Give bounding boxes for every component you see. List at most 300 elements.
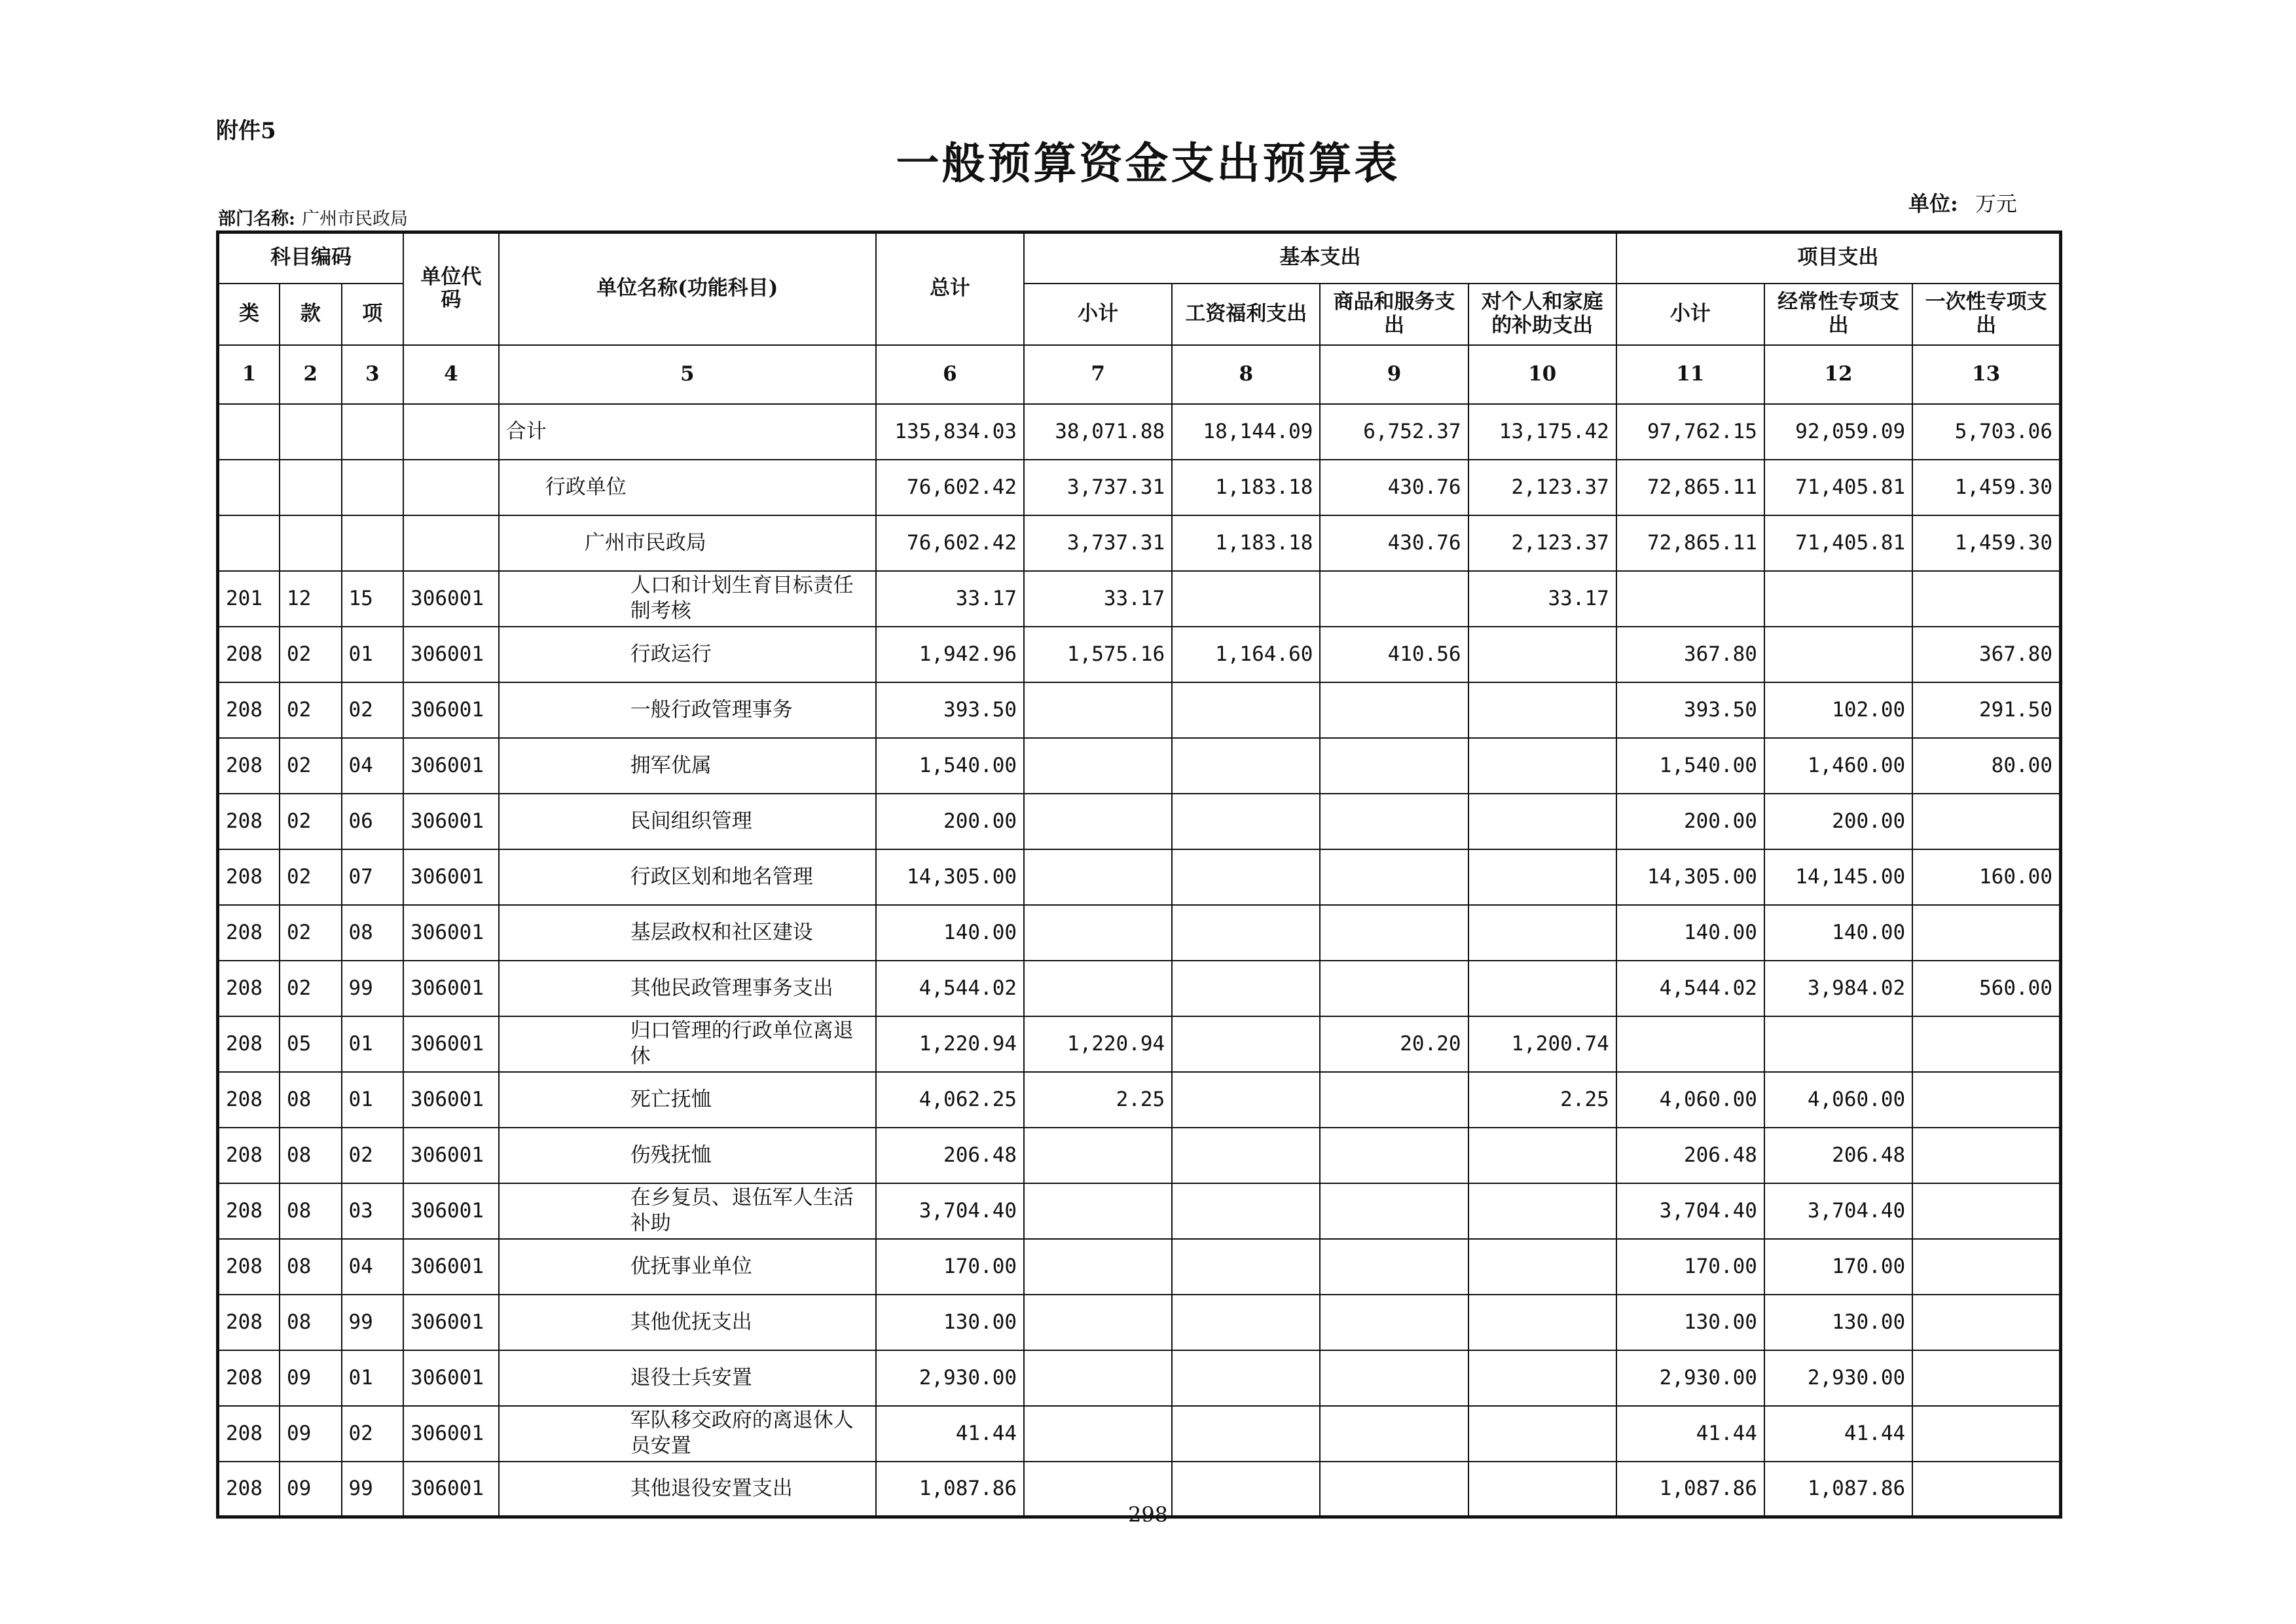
row-unit-code: 306001 xyxy=(403,1072,499,1128)
row-personal-subsidy: 13,175.42 xyxy=(1468,404,1616,460)
row-subclass-code xyxy=(280,404,342,460)
row-unit-code: 306001 xyxy=(403,1406,499,1462)
row-goods-services: 410.56 xyxy=(1320,627,1468,682)
row-onetime: 80.00 xyxy=(1912,738,2060,794)
row-salary xyxy=(1172,1406,1320,1462)
row-recurring: 140.00 xyxy=(1764,905,1912,961)
row-total: 1,540.00 xyxy=(876,738,1024,794)
row-goods-services xyxy=(1320,1239,1468,1295)
row-item-code: 99 xyxy=(342,1295,404,1350)
row-basic-subtotal xyxy=(1024,961,1172,1016)
table-row xyxy=(218,905,2061,961)
row-personal-subsidy xyxy=(1468,1350,1616,1406)
header-project-subtotal: 小计 xyxy=(1616,284,1764,345)
column-number: 9 xyxy=(1320,345,1468,404)
row-basic-subtotal: 38,071.88 xyxy=(1024,404,1172,460)
row-project-subtotal: 393.50 xyxy=(1616,682,1764,738)
row-unit-name: 行政运行 xyxy=(499,627,876,682)
attachment-label: 附件5 xyxy=(216,118,276,144)
row-unit-code: 306001 xyxy=(403,738,499,794)
row-project-subtotal xyxy=(1616,1016,1764,1072)
row-salary: 1,183.18 xyxy=(1172,515,1320,571)
table-row xyxy=(218,794,2061,849)
row-total: 135,834.03 xyxy=(876,404,1024,460)
row-total: 41.44 xyxy=(876,1406,1024,1462)
row-personal-subsidy xyxy=(1468,905,1616,961)
row-unit-code: 306001 xyxy=(403,961,499,1016)
row-project-subtotal: 97,762.15 xyxy=(1616,404,1764,460)
row-project-subtotal: 1,087.86 xyxy=(1616,1462,1764,1517)
row-class-code: 208 xyxy=(218,849,280,905)
row-recurring: 2,930.00 xyxy=(1764,1350,1912,1406)
budget-table-body xyxy=(218,404,2061,1517)
row-goods-services xyxy=(1320,571,1468,627)
row-goods-services xyxy=(1320,1350,1468,1406)
header-lei: 类 xyxy=(218,284,280,345)
row-class-code: 208 xyxy=(218,794,280,849)
row-subclass-code: 02 xyxy=(280,905,342,961)
row-goods-services xyxy=(1320,1072,1468,1128)
row-item-code: 07 xyxy=(342,849,404,905)
row-recurring: 92,059.09 xyxy=(1764,404,1912,460)
row-unit-name: 在乡复员、退伍军人生活补助 xyxy=(499,1183,876,1239)
column-number: 5 xyxy=(499,345,876,404)
row-onetime: 291.50 xyxy=(1912,682,2060,738)
row-onetime: 1,459.30 xyxy=(1912,460,2060,515)
row-class-code: 208 xyxy=(218,1350,280,1406)
row-total: 206.48 xyxy=(876,1128,1024,1183)
row-item-code: 08 xyxy=(342,905,404,961)
row-class-code: 208 xyxy=(218,905,280,961)
row-goods-services xyxy=(1320,738,1468,794)
row-onetime xyxy=(1912,905,2060,961)
row-subclass-code: 09 xyxy=(280,1462,342,1517)
row-salary xyxy=(1172,1128,1320,1183)
row-personal-subsidy xyxy=(1468,1295,1616,1350)
department-value: 广州市民政局 xyxy=(301,209,408,229)
column-number: 2 xyxy=(280,345,342,404)
row-total: 1,220.94 xyxy=(876,1016,1024,1072)
row-salary: 1,164.60 xyxy=(1172,627,1320,682)
row-item-code: 01 xyxy=(342,1350,404,1406)
row-project-subtotal: 14,305.00 xyxy=(1616,849,1764,905)
row-subclass-code: 02 xyxy=(280,849,342,905)
row-recurring: 71,405.81 xyxy=(1764,515,1912,571)
row-personal-subsidy xyxy=(1468,682,1616,738)
row-unit-name: 伤残抚恤 xyxy=(499,1128,876,1183)
column-number: 11 xyxy=(1616,345,1764,404)
row-unit-name: 归口管理的行政单位离退休 xyxy=(499,1016,876,1072)
row-class-code xyxy=(218,515,280,571)
row-item-code: 99 xyxy=(342,961,404,1016)
table-row xyxy=(218,1128,2061,1183)
unit-line xyxy=(1908,187,2017,217)
table-row xyxy=(218,1072,2061,1128)
row-unit-name: 行政区划和地名管理 xyxy=(499,849,876,905)
row-recurring: 130.00 xyxy=(1764,1295,1912,1350)
row-salary xyxy=(1172,1239,1320,1295)
row-basic-subtotal xyxy=(1024,905,1172,961)
row-unit-name: 基层政权和社区建设 xyxy=(499,905,876,961)
row-unit-name: 民间组织管理 xyxy=(499,794,876,849)
row-subclass-code: 08 xyxy=(280,1295,342,1350)
header-basic-subtotal: 小计 xyxy=(1024,284,1172,345)
header-recurring: 经常性专项支出 xyxy=(1764,284,1912,345)
row-project-subtotal: 170.00 xyxy=(1616,1239,1764,1295)
row-basic-subtotal: 1,575.16 xyxy=(1024,627,1172,682)
row-item-code: 03 xyxy=(342,1183,404,1239)
page-number: -298- xyxy=(1121,1502,1175,1527)
row-basic-subtotal xyxy=(1024,1128,1172,1183)
row-subclass-code: 08 xyxy=(280,1072,342,1128)
row-recurring: 41.44 xyxy=(1764,1406,1912,1462)
header-total: 总计 xyxy=(876,232,1024,345)
row-salary xyxy=(1172,1016,1320,1072)
row-item-code: 15 xyxy=(342,571,404,627)
row-item-code: 04 xyxy=(342,738,404,794)
column-number: 1 xyxy=(218,345,280,404)
row-class-code: 201 xyxy=(218,571,280,627)
row-total: 170.00 xyxy=(876,1239,1024,1295)
row-salary xyxy=(1172,961,1320,1016)
row-onetime xyxy=(1912,1016,2060,1072)
row-basic-subtotal xyxy=(1024,1406,1172,1462)
row-personal-subsidy xyxy=(1468,738,1616,794)
row-salary xyxy=(1172,1295,1320,1350)
row-total: 1,087.86 xyxy=(876,1462,1024,1517)
row-unit-code: 306001 xyxy=(403,1350,499,1406)
row-unit-code: 306001 xyxy=(403,1183,499,1239)
row-class-code: 208 xyxy=(218,961,280,1016)
row-subclass-code: 02 xyxy=(280,682,342,738)
row-unit-name: 一般行政管理事务 xyxy=(499,682,876,738)
row-class-code xyxy=(218,460,280,515)
row-class-code: 208 xyxy=(218,1016,280,1072)
row-goods-services xyxy=(1320,849,1468,905)
row-personal-subsidy xyxy=(1468,1239,1616,1295)
row-personal-subsidy xyxy=(1468,849,1616,905)
row-project-subtotal: 3,704.40 xyxy=(1616,1183,1764,1239)
table-row xyxy=(218,849,2061,905)
row-total: 393.50 xyxy=(876,682,1024,738)
row-subclass-code xyxy=(280,460,342,515)
row-salary: 18,144.09 xyxy=(1172,404,1320,460)
row-salary: 1,183.18 xyxy=(1172,460,1320,515)
row-unit-name: 行政单位 xyxy=(499,460,876,515)
table-row xyxy=(218,515,2061,571)
row-goods-services: 20.20 xyxy=(1320,1016,1468,1072)
row-subclass-code: 02 xyxy=(280,961,342,1016)
row-project-subtotal: 206.48 xyxy=(1616,1128,1764,1183)
table-row xyxy=(218,404,2061,460)
row-salary xyxy=(1172,738,1320,794)
table-row xyxy=(218,1350,2061,1406)
header-personal-subsidy: 对个人和家庭的补助支出 xyxy=(1468,284,1616,345)
header-goods-services: 商品和服务支出 xyxy=(1320,284,1468,345)
row-subclass-code: 08 xyxy=(280,1183,342,1239)
row-total: 2,930.00 xyxy=(876,1350,1024,1406)
table-row xyxy=(218,1295,2061,1350)
row-recurring: 4,060.00 xyxy=(1764,1072,1912,1128)
row-salary xyxy=(1172,1183,1320,1239)
header-row-1 xyxy=(218,232,2061,284)
row-unit-code: 306001 xyxy=(403,571,499,627)
row-item-code: 04 xyxy=(342,1239,404,1295)
column-number: 13 xyxy=(1912,345,2060,404)
row-total: 4,544.02 xyxy=(876,961,1024,1016)
row-personal-subsidy xyxy=(1468,627,1616,682)
row-unit-name: 军队移交政府的离退休人员安置 xyxy=(499,1406,876,1462)
row-unit-code: 306001 xyxy=(403,682,499,738)
row-subclass-code: 08 xyxy=(280,1239,342,1295)
row-subclass-code: 09 xyxy=(280,1350,342,1406)
row-salary xyxy=(1172,682,1320,738)
row-item-code: 01 xyxy=(342,627,404,682)
row-goods-services: 430.76 xyxy=(1320,460,1468,515)
row-basic-subtotal: 3,737.31 xyxy=(1024,515,1172,571)
row-total: 200.00 xyxy=(876,794,1024,849)
row-personal-subsidy: 1,200.74 xyxy=(1468,1016,1616,1072)
header-unit-name: 单位名称(功能科目) xyxy=(499,232,876,345)
row-unit-code xyxy=(403,515,499,571)
row-total: 3,704.40 xyxy=(876,1183,1024,1239)
row-project-subtotal: 4,544.02 xyxy=(1616,961,1764,1016)
row-item-code xyxy=(342,515,404,571)
row-project-subtotal: 1,540.00 xyxy=(1616,738,1764,794)
column-number: 12 xyxy=(1764,345,1912,404)
row-personal-subsidy: 2,123.37 xyxy=(1468,515,1616,571)
row-class-code xyxy=(218,404,280,460)
row-subclass-code: 02 xyxy=(280,738,342,794)
row-total: 4,062.25 xyxy=(876,1072,1024,1128)
row-class-code: 208 xyxy=(218,682,280,738)
row-salary xyxy=(1172,849,1320,905)
row-unit-name: 其他优抚支出 xyxy=(499,1295,876,1350)
row-recurring: 206.48 xyxy=(1764,1128,1912,1183)
column-number: 6 xyxy=(876,345,1024,404)
row-recurring: 200.00 xyxy=(1764,794,1912,849)
row-item-code: 99 xyxy=(342,1462,404,1517)
row-basic-subtotal: 1,220.94 xyxy=(1024,1016,1172,1072)
row-subclass-code: 08 xyxy=(280,1128,342,1183)
row-project-subtotal: 367.80 xyxy=(1616,627,1764,682)
row-project-subtotal: 2,930.00 xyxy=(1616,1350,1764,1406)
row-project-subtotal xyxy=(1616,571,1764,627)
row-item-code: 01 xyxy=(342,1072,404,1128)
row-recurring: 1,087.86 xyxy=(1764,1462,1912,1517)
row-goods-services xyxy=(1320,1128,1468,1183)
row-subclass-code: 05 xyxy=(280,1016,342,1072)
row-basic-subtotal xyxy=(1024,1239,1172,1295)
row-recurring: 170.00 xyxy=(1764,1239,1912,1295)
row-onetime: 5,703.06 xyxy=(1912,404,2060,460)
row-salary xyxy=(1172,905,1320,961)
table-row xyxy=(218,682,2061,738)
row-onetime xyxy=(1912,1183,2060,1239)
row-personal-subsidy xyxy=(1468,961,1616,1016)
row-onetime xyxy=(1912,1406,2060,1462)
row-goods-services xyxy=(1320,1406,1468,1462)
row-onetime: 367.80 xyxy=(1912,627,2060,682)
header-project-expenditure: 项目支出 xyxy=(1616,232,2061,284)
row-personal-subsidy: 2,123.37 xyxy=(1468,460,1616,515)
row-subclass-code: 09 xyxy=(280,1406,342,1462)
row-unit-name: 人口和计划生育目标责任制考核 xyxy=(499,571,876,627)
row-unit-name: 优抚事业单位 xyxy=(499,1239,876,1295)
row-goods-services xyxy=(1320,794,1468,849)
row-basic-subtotal xyxy=(1024,1183,1172,1239)
row-item-code: 02 xyxy=(342,682,404,738)
row-onetime xyxy=(1912,1295,2060,1350)
row-basic-subtotal: 33.17 xyxy=(1024,571,1172,627)
row-project-subtotal: 130.00 xyxy=(1616,1295,1764,1350)
table-row xyxy=(218,738,2061,794)
row-recurring: 71,405.81 xyxy=(1764,460,1912,515)
row-onetime: 1,459.30 xyxy=(1912,515,2060,571)
row-total: 1,942.96 xyxy=(876,627,1024,682)
row-personal-subsidy: 2.25 xyxy=(1468,1072,1616,1128)
row-total: 140.00 xyxy=(876,905,1024,961)
row-unit-code: 306001 xyxy=(403,1295,499,1350)
unit-value: 万元 xyxy=(1975,191,2017,216)
row-goods-services: 6,752.37 xyxy=(1320,404,1468,460)
row-class-code: 208 xyxy=(218,1239,280,1295)
column-number: 8 xyxy=(1172,345,1320,404)
row-unit-name: 退役士兵安置 xyxy=(499,1350,876,1406)
row-unit-name: 其他退役安置支出 xyxy=(499,1462,876,1517)
department-line xyxy=(218,204,408,230)
row-recurring xyxy=(1764,627,1912,682)
row-item-code xyxy=(342,404,404,460)
row-basic-subtotal xyxy=(1024,1295,1172,1350)
column-number: 4 xyxy=(403,345,499,404)
row-onetime xyxy=(1912,1128,2060,1183)
table-row xyxy=(218,1406,2061,1462)
row-basic-subtotal xyxy=(1024,682,1172,738)
row-project-subtotal: 140.00 xyxy=(1616,905,1764,961)
row-basic-subtotal xyxy=(1024,1350,1172,1406)
row-recurring xyxy=(1764,1016,1912,1072)
row-onetime xyxy=(1912,794,2060,849)
row-onetime: 160.00 xyxy=(1912,849,2060,905)
row-class-code: 208 xyxy=(218,1128,280,1183)
row-subclass-code: 12 xyxy=(280,571,342,627)
row-item-code: 02 xyxy=(342,1128,404,1183)
header-xiang: 项 xyxy=(342,284,404,345)
header-unit-code: 单位代码 xyxy=(403,232,499,345)
row-personal-subsidy xyxy=(1468,1183,1616,1239)
row-unit-code: 306001 xyxy=(403,1239,499,1295)
row-recurring: 14,145.00 xyxy=(1764,849,1912,905)
row-unit-code: 306001 xyxy=(403,627,499,682)
row-unit-code: 306001 xyxy=(403,794,499,849)
row-basic-subtotal: 3,737.31 xyxy=(1024,460,1172,515)
row-goods-services xyxy=(1320,905,1468,961)
row-unit-name: 死亡抚恤 xyxy=(499,1072,876,1128)
row-unit-name: 合计 xyxy=(499,404,876,460)
row-total: 14,305.00 xyxy=(876,849,1024,905)
row-recurring: 3,704.40 xyxy=(1764,1183,1912,1239)
unit-label: 单位: xyxy=(1908,191,1958,216)
header-basic-expenditure: 基本支出 xyxy=(1024,232,1616,284)
row-class-code: 208 xyxy=(218,1462,280,1517)
row-onetime xyxy=(1912,1350,2060,1406)
row-basic-subtotal xyxy=(1024,738,1172,794)
row-class-code: 208 xyxy=(218,1406,280,1462)
row-unit-code xyxy=(403,460,499,515)
row-salary xyxy=(1172,1350,1320,1406)
page-title: 一般预算资金支出预算表 xyxy=(896,138,1400,189)
column-number: 7 xyxy=(1024,345,1172,404)
table-row xyxy=(218,1239,2061,1295)
row-item-code: 01 xyxy=(342,1016,404,1072)
row-unit-code: 306001 xyxy=(403,1128,499,1183)
table-row xyxy=(218,1016,2061,1072)
row-recurring: 102.00 xyxy=(1764,682,1912,738)
row-recurring: 3,984.02 xyxy=(1764,961,1912,1016)
row-class-code: 208 xyxy=(218,738,280,794)
table-row xyxy=(218,460,2061,515)
row-personal-subsidy xyxy=(1468,1128,1616,1183)
row-unit-code: 306001 xyxy=(403,1462,499,1517)
row-total: 76,602.42 xyxy=(876,515,1024,571)
budget-table xyxy=(216,231,2062,1519)
row-total: 33.17 xyxy=(876,571,1024,627)
header-subject-code: 科目编码 xyxy=(218,232,404,284)
column-number-row xyxy=(218,345,2061,404)
row-unit-name: 广州市民政局 xyxy=(499,515,876,571)
row-item-code: 02 xyxy=(342,1406,404,1462)
row-salary xyxy=(1172,794,1320,849)
row-unit-code: 306001 xyxy=(403,1016,499,1072)
row-subclass-code: 02 xyxy=(280,794,342,849)
department-label: 部门名称: xyxy=(218,209,295,229)
row-personal-subsidy xyxy=(1468,1406,1616,1462)
row-goods-services xyxy=(1320,1295,1468,1350)
column-number: 3 xyxy=(342,345,404,404)
row-project-subtotal: 200.00 xyxy=(1616,794,1764,849)
header-salary: 工资福利支出 xyxy=(1172,284,1320,345)
row-unit-code: 306001 xyxy=(403,849,499,905)
row-onetime xyxy=(1912,571,2060,627)
row-class-code: 208 xyxy=(218,1295,280,1350)
row-basic-subtotal xyxy=(1024,849,1172,905)
row-class-code: 208 xyxy=(218,1183,280,1239)
row-total: 130.00 xyxy=(876,1295,1024,1350)
row-subclass-code: 02 xyxy=(280,627,342,682)
row-onetime: 560.00 xyxy=(1912,961,2060,1016)
row-project-subtotal: 41.44 xyxy=(1616,1406,1764,1462)
row-item-code: 06 xyxy=(342,794,404,849)
header-kuan: 款 xyxy=(280,284,342,345)
table-row xyxy=(218,961,2061,1016)
column-number: 10 xyxy=(1468,345,1616,404)
row-unit-code: 306001 xyxy=(403,905,499,961)
row-project-subtotal: 72,865.11 xyxy=(1616,515,1764,571)
table-row xyxy=(218,571,2061,627)
row-unit-code xyxy=(403,404,499,460)
row-salary xyxy=(1172,571,1320,627)
row-class-code: 208 xyxy=(218,627,280,682)
row-goods-services xyxy=(1320,961,1468,1016)
row-subclass-code xyxy=(280,515,342,571)
row-total: 76,602.42 xyxy=(876,460,1024,515)
row-basic-subtotal: 2.25 xyxy=(1024,1072,1172,1128)
row-goods-services xyxy=(1320,1183,1468,1239)
row-recurring: 1,460.00 xyxy=(1764,738,1912,794)
table-row xyxy=(218,627,2061,682)
row-unit-name: 拥军优属 xyxy=(499,738,876,794)
